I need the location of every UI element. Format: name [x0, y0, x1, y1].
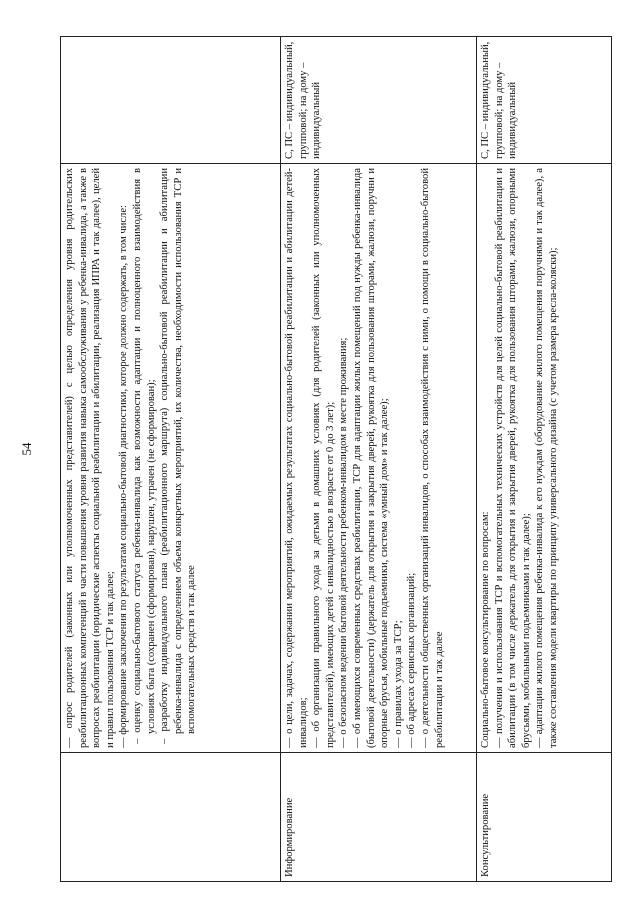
text-line: — об имеющихся современных средствах реабилитации, ТСР для адаптации жилых помещений под нужды ребенка-инвалида (бытовой деятельности) (держатель для открытия и закрытия дверей, рукоятка для пользования шторами, жалюзи, поручни и опорные брусья, мобильные подъемники, система «умный дом» и так далее); — [351, 168, 391, 748]
row-name-cell — [61, 753, 281, 882]
row-form-cell: С, ПС – индивидуальный, групповой; на дому – индивидуальный — [281, 37, 477, 164]
rotated-page — [60, 36, 612, 882]
services-table — [60, 36, 612, 882]
text-line: — о безопасном ведении бытовой деятельности ребенком-инвалидом в месте проживания; — [338, 337, 350, 748]
table-row — [281, 37, 477, 882]
text-line: — о цели, задачах, содержании мероприятий, ожидаемых результатах социально-бытовой реабилитации и абилитации детей-инвалидов; — [284, 168, 309, 748]
text-line: — о правилах ухода за ТСР; — [392, 620, 404, 748]
row-body-cell — [61, 164, 281, 753]
text-line: — об организации правильного ухода за детьми в домашних условиях (для родителей (законных или уполномоченных представителей), имеющих детей с инвалидностью в возрасте от 0 до 3 лет); — [311, 168, 336, 748]
text-line: — о деятельности общественных организаций инвалидов, о способах взаимодействия с ними, о помощи в социально-бытовой реабилитации и так далее — [419, 168, 445, 748]
text-line: — получения и использования ТСР и вспомогательных технических устройств для целей социально-бытовой реабилитации и абилитации (в том числе держатель для открытия и закрытия дверей, рукоятка для пользования шторами, жалюзи, опорными брусьями, мобильными подъемниками и так далее); — [493, 168, 532, 748]
text-line: — об адресах сервисных организаций; — [406, 572, 418, 748]
table-row — [61, 37, 281, 882]
row-body-cell — [281, 164, 477, 753]
table-row — [477, 37, 612, 882]
page-number: 54 — [19, 442, 34, 456]
row-form-cell: С, ПС – индивидуальный, групповой; на дому – индивидуальный — [477, 37, 612, 164]
text-line: – разработку индивидуального плана (реабилитационного маршрута) социально-бытовой реабилитации и абилитации ребенка-инвалида с определением объема конкретных мероприятий, их количества, необходимости использования ТСР и вспомогательных средств и так далее — [159, 168, 198, 744]
row-body-cell — [477, 164, 612, 753]
row-name-cell: Информирование — [281, 753, 477, 882]
text-line: — формирование заключения по результатам социально-бытовой диагностики, которое должно содержать, в том числе: — [118, 205, 130, 748]
text-line: — адаптации жилого помещения ребенка-инвалида к его нуждам (оборудование жилого помещения поручнями и так далее), а также составления модели квартиры по принципу универсального дизайна (с учетом размера кресла-коляски); — [534, 168, 559, 748]
row-name-cell: Консультирование — [477, 753, 612, 882]
row-form-cell — [61, 37, 281, 164]
text-line: Социально-бытовое консультирование по вопросам: — [480, 511, 491, 748]
text-line: – оценку социально-бытового статуса ребенка-инвалида как возможности адаптации и полноценного взаимодействия в условиях быта (сохранен (сформирован), нарушен, утрачен (не сформирован); — [131, 168, 157, 744]
text-line: — опрос родителей (законных или уполномоченных представителей) с целью определения уровня родительских реабилитационных компетенций в части повышения уровня развития навыка самообслуживания у ребенка-инвалида, а также в вопросах реабилитации (юридические аспекты социальной реабилитации и абилитации, реализация ИПРА и так далее), целей и правил пользования ТСР и так далее; — [64, 168, 116, 748]
